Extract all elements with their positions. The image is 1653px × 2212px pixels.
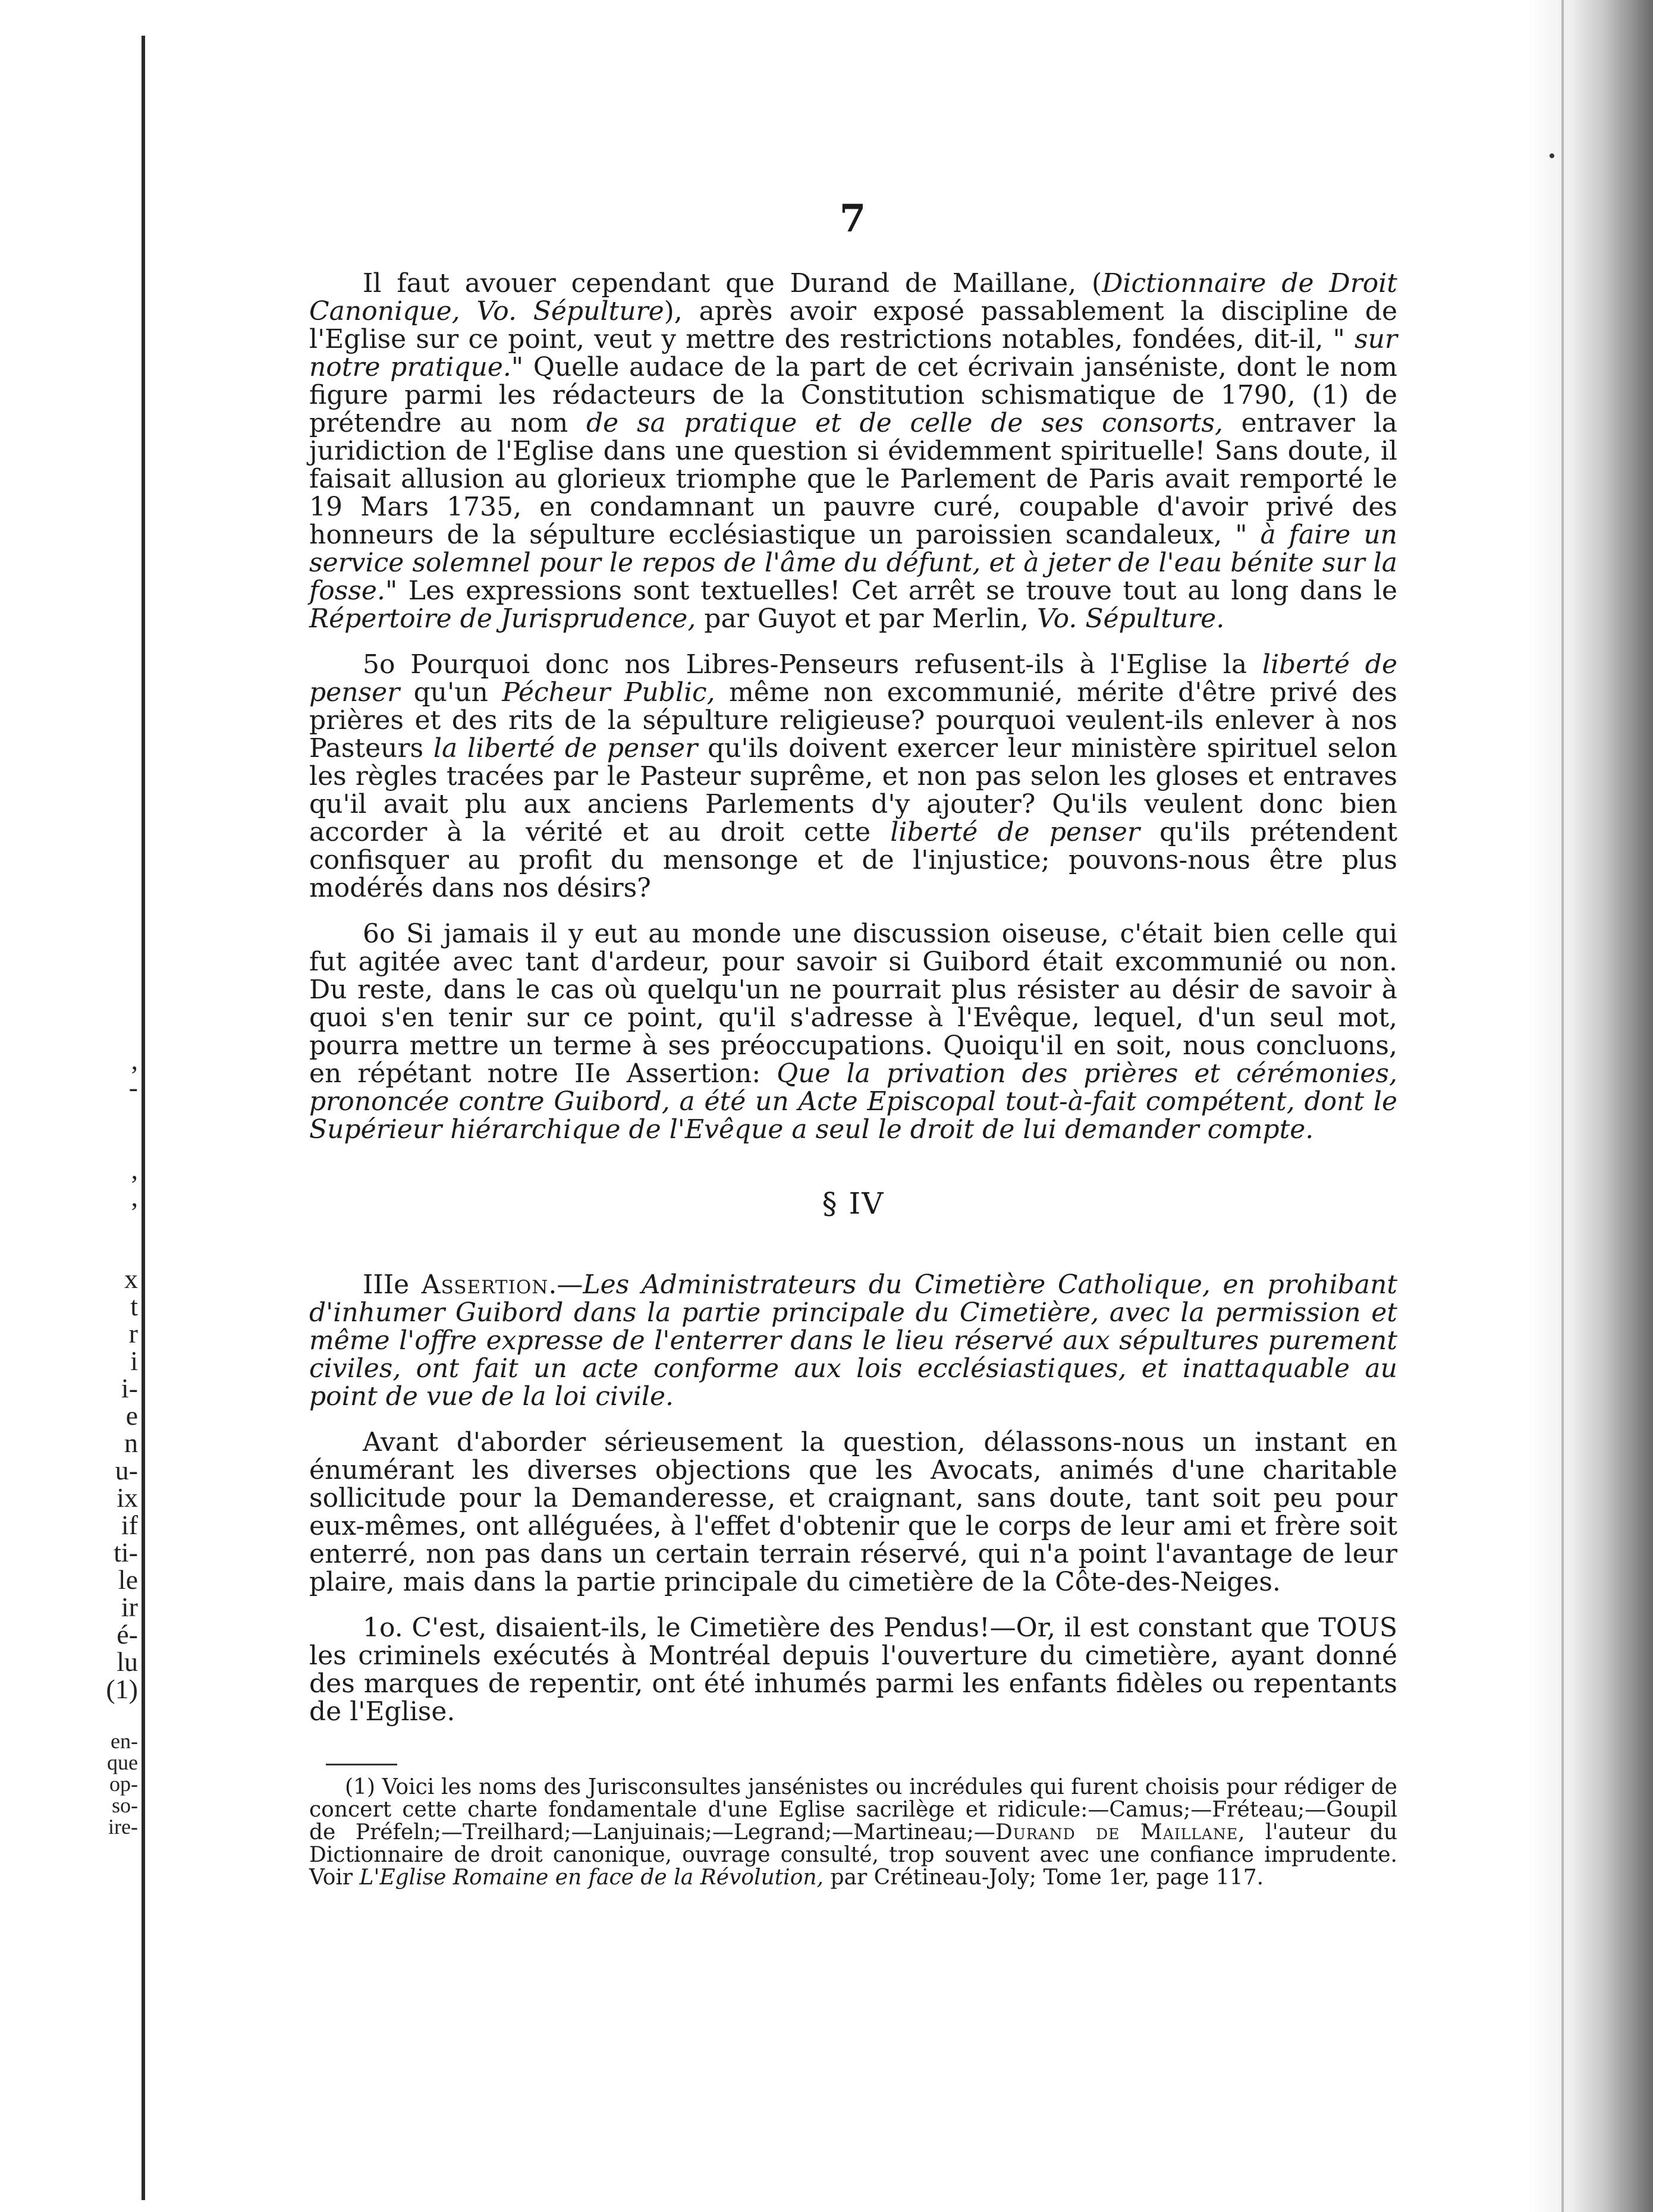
margin-fragment: lu — [117, 1647, 138, 1677]
text-run: 6o Si jamais il y eut au monde une discussion oiseuse, c'était bien celle qui fut agitée avec tant d'ardeur, pour savoir si Guibord était excommunié ou non. Du reste, dans le cas où quelqu'un ne pourrait plus résister au désir de savoir à quoi s'en tenir sur ce point, qu'il s'adresse à l'Evêque, lequel, d'un seul mot, pourra mettre un terme à ses préoccupations. Quoiqu'il en soit, nous concluons, en répétant notre IIe Assertion: — [309, 919, 1397, 1089]
margin-fragment: - — [128, 1072, 138, 1102]
paragraph-durand — [309, 269, 1397, 633]
margin-fragment: e — [125, 1400, 138, 1431]
paragraph-point-1 — [309, 1614, 1397, 1726]
assertion-text: Les Administrateurs du Cimetière Catholique, en prohibant d'inhumer Guibord dans la partie principale du Cimetière, avec la permission et même l'offre expresse de l'enterrer dans le lieu réservé aux sépultures purement civiles, ont fait un acte conforme aux lois ecclésiastiques, et inattaquable au point de vue de la loi civile. — [309, 1270, 1397, 1412]
margin-fragment: , — [131, 1045, 138, 1075]
assertion-number: IIIe — [363, 1270, 410, 1300]
text-run: entraver la juridiction de l'Eglise dans une question si évidemment spirituelle! Sans doute, il faisait allusion au glorieux triomphe que le Parlement de Paris avait remporté le 19 Mars 1735, en condamnant un pauvre curé, coupable d'avoir privé des honneurs de la sépulture ecclésiastique un paroissien scandaleux, " — [309, 408, 1398, 550]
margin-fragment: , — [131, 1154, 138, 1184]
margin-fragment: en- — [111, 1729, 138, 1753]
margin-fragment: op- — [109, 1772, 138, 1796]
margin-fragment: t — [130, 1291, 138, 1321]
left-margin-fragments — [0, 1047, 138, 1837]
margin-fragment: le — [118, 1564, 138, 1595]
margin-fragment: i- — [121, 1373, 138, 1403]
margin-fragment: if — [121, 1510, 138, 1540]
italic-run: L'Eglise Romaine en face de la Révolution, — [359, 1865, 824, 1890]
margin-fragment: ire- — [108, 1815, 138, 1839]
margin-fragment: ti- — [114, 1537, 138, 1567]
text-run: " Les expressions sont textuelles! Cet arrêt se trouve tout au long dans le — [385, 576, 1397, 606]
text-run: qu'ils doivent exercer leur ministère spirituel selon les règles tracées par le Pasteur suprême, et non pas selon les gloses et entraves qu'il avait plu aux anciens Parlements d'y ajouter? Qu'ils veulent donc bien accorder à la vérité et au droit cette — [309, 733, 1397, 847]
italic-run: la liberté de penser — [433, 733, 698, 763]
right-page-edge — [1561, 0, 1564, 2212]
italic-run: Vo. Sépulture. — [1036, 604, 1225, 634]
text-run: même non excommunié, mérite d'être privé des prières et des rits de la sépulture religieuse? pourquoi veulent-ils enlever à nos Pasteurs — [309, 677, 1397, 763]
margin-fragment — [0, 1238, 138, 1265]
margin-fragment: i — [130, 1346, 138, 1376]
left-page-edge — [142, 36, 145, 2200]
text-run: par Guyot et par Merlin, — [696, 604, 1037, 634]
margin-fragment — [0, 1703, 138, 1730]
section-heading: § IV — [822, 1186, 885, 1221]
margin-fragment: é- — [117, 1619, 138, 1649]
margin-fragment: ir — [121, 1592, 138, 1622]
footnote-rule — [326, 1764, 397, 1765]
paragraph-point-5 — [309, 651, 1397, 902]
assertion-paragraph — [309, 1271, 1397, 1410]
margin-fragment — [0, 1129, 138, 1156]
margin-fragment: ix — [117, 1482, 138, 1513]
italic-run: liberté de penser — [890, 817, 1140, 847]
italic-run: liberté de penser — [309, 649, 1398, 708]
assertion-label: Assertion — [421, 1270, 549, 1300]
binding-shadow — [1528, 0, 1653, 2212]
italic-run: Répertoire de Jurisprudence, — [309, 604, 696, 634]
text-run: Durand de Maillane, — [995, 1820, 1246, 1845]
margin-fragment: r — [128, 1318, 138, 1349]
margin-fragment: u- — [115, 1455, 138, 1485]
italic-run: Pécheur Public, — [502, 677, 715, 708]
margin-fragment: so- — [112, 1793, 138, 1817]
footnote — [309, 1776, 1397, 1889]
text-run: (1) Voici les noms des Jurisconsultes jansénistes ou incrédules qui furent choisis pour rédiger de concert cette charte fondamentale d'une Eglise sacrilège et ridicule:—Camus;—Fréteau;—Goupil de Préfeln;—Treilhard;—Lanjuinais;—Legrand;—Martineau;— — [309, 1775, 1397, 1845]
text-run: Avant d'aborder sérieusement la question, délassons-nous un instant en énumérant les diverses objections que les Avocats, animés d'une charitable sollicitude pour la Demanderesse, et craignant, sans doute, tant soit peu pour eux-mêmes, ont alléguées, à l'effet d'obtenir que le corps de leur ami et frère soit enterré, non pas dans un certain terrain réservé, qui n'a point l'avantage de leur plaire, mais dans la partie principale du cimetière de la Côte-des-Neiges. — [309, 1427, 1397, 1597]
margin-fragment — [0, 1211, 138, 1238]
text-run: Il faut avouer cependant que Durand de Maillane, ( — [363, 268, 1102, 299]
text-run: qu'ils prétendent confisquer au profit du mensonge et de l'injustice; pouvons-nous être plus modérés dans nos désirs? — [309, 817, 1397, 903]
paragraph-objections — [309, 1428, 1397, 1596]
text-run: 5o Pourquoi donc nos Libres-Penseurs refusent-ils à l'Eglise la — [363, 649, 1262, 680]
text-run: " Quelle audace de la part de cet écrivain janséniste, dont le nom figure parmi les rédacteurs de la Constitution schismatique de 1790, (1) de prétendre au nom — [309, 352, 1397, 438]
italic-run: de sa pratique et de celle de ses consorts, — [586, 408, 1223, 438]
assertion-dash: .— — [548, 1270, 583, 1300]
text-run: l'auteur du Dictionnaire de droit canonique, ouvrage consulté, trop souvent avec une confiance imprudente. Voir — [309, 1820, 1398, 1890]
margin-fragment: n — [124, 1428, 138, 1458]
italic-run: à faire un service solemnel pour le repos de l'âme du défunt, et à jeter de l'eau bénite sur la fosse. — [309, 520, 1398, 606]
italic-run: Dictionnaire de Droit Canonique, Vo. Sépulture — [309, 268, 1397, 326]
text-run: ), après avoir exposé passablement la discipline de l'Eglise sur ce point, veut y mettre des restrictions notables, fondées, dit-il, " — [309, 296, 1397, 354]
page-number: 7 — [839, 196, 868, 241]
margin-fragment: (1) — [106, 1674, 138, 1704]
italic-run: Que la privation des prières et cérémonies, prononcée contre Guibord, a été un Acte Episcopal tout-à-fait compétent, dont le Supérieur hiérarchique de l'Evêque a seul le droit de lui demander compte. — [309, 1058, 1397, 1145]
margin-fragment: , — [131, 1182, 138, 1212]
text-run: par Crétineau-Joly; Tome 1er, page 117. — [824, 1865, 1264, 1890]
text-run: 1o. C'est, disaient-ils, le Cimetière des Pendus!—Or, il est constant que TOUS les criminels exécutés à Montréal depuis l'ouverture du cimetière, ayant donné des marques de repentir, ont été inhumés parmi les enfants fidèles ou repentants de l'Eglise. — [309, 1613, 1397, 1727]
margin-fragment: x — [124, 1264, 138, 1294]
text-run: qu'un — [400, 677, 502, 708]
scan-speck — [1550, 153, 1554, 158]
margin-fragment — [0, 1101, 138, 1129]
margin-fragment: que — [107, 1751, 138, 1774]
page-body — [309, 196, 1397, 1889]
paragraph-point-6 — [309, 920, 1397, 1143]
left-page-sliver — [0, 0, 146, 2212]
italic-run: sur notre pratique. — [309, 324, 1397, 382]
